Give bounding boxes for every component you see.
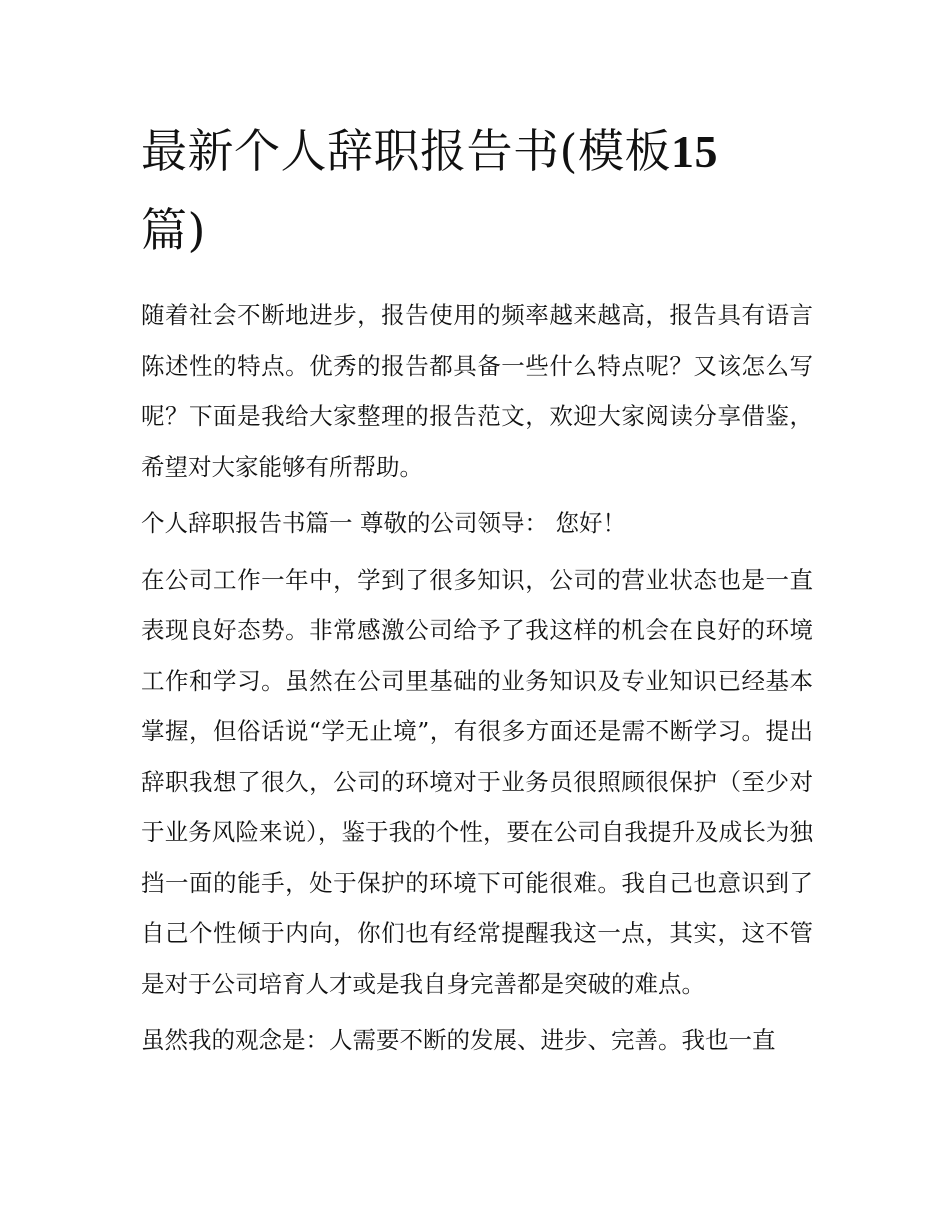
document-page	[141, 112, 813, 1066]
title-number: 15	[670, 126, 718, 177]
intro-paragraph: 随着社会不断地进步，报告使用的频率越来越高，报告具有语言陈述性的特点。优秀的报告都具备一些什么特点呢？又该怎么写呢？下面是我给大家整理的报告范文，欢迎大家阅读分享借鉴，希望对大家能够有所帮助。	[141, 301, 813, 481]
title-prefix: 最新个人辞职报告书(模板	[141, 124, 671, 178]
greeting-paragraph: 个人辞职报告书篇一 尊敬的公司领导： 您好！	[141, 509, 626, 537]
body-paragraph-2: 虽然我的观念是：人需要不断的发展、进步、完善。我也一直	[141, 1026, 776, 1054]
document-title	[141, 112, 813, 270]
title-suffix: 篇)	[141, 203, 206, 257]
body-paragraph-1: 在公司工作一年中，学到了很多知识，公司的营业状态也是一直表现良好态势。非常感激公司给予了我这样的机会在良好的环境工作和学习。虽然在公司里基础的业务知识及专业知识已经基本掌握，但俗话说“学无止境”，有很多方面还是需不断学习。提出辞职我想了很久，公司的环境对于业务员很照顾很保护（至少对于业务风险来说），鉴于我的个性，要在公司自我提升及成长为独挡一面的能手，处于保护的环境下可能很难。我自己也意识到了自己个性倾于内向，你们也有经常提醒我这一点，其实，这不管是对于公司培育人才或是我自身完善都是突破的难点。	[141, 565, 813, 998]
